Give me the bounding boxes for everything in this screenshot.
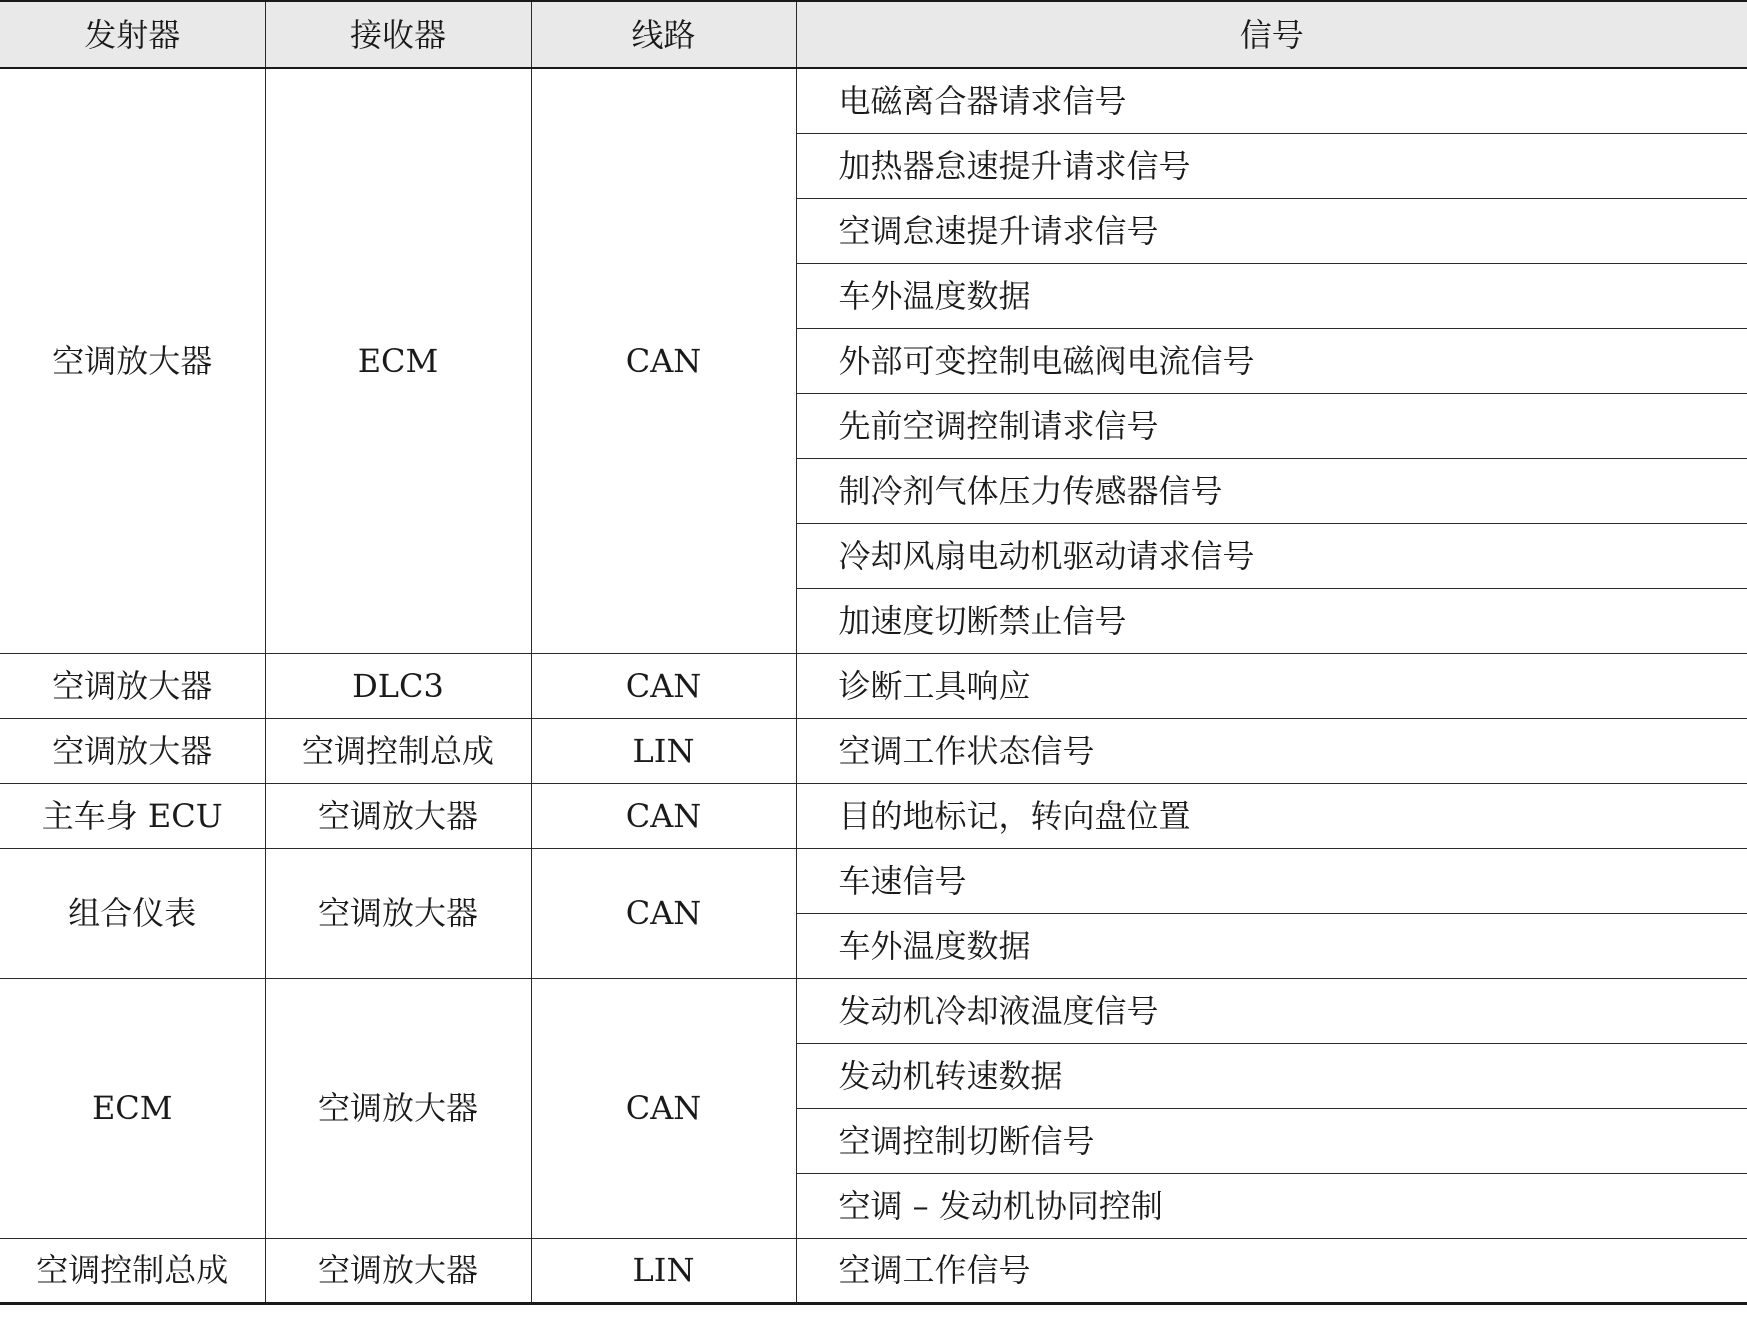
- transmitter-cell: ECM: [0, 978, 265, 1238]
- table-body: [0, 68, 1747, 1303]
- receiver-cell: ECM: [265, 68, 531, 653]
- receiver-cell: 空调放大器: [265, 848, 531, 978]
- table-header: [0, 1, 1747, 68]
- transmitter-cell: 空调放大器: [0, 68, 265, 653]
- signal-cell: 制冷剂气体压力传感器信号: [796, 458, 1747, 523]
- header-row: [0, 1, 1747, 68]
- signal-cell: 目的地标记，转向盘位置: [796, 783, 1747, 848]
- signal-cell: 发动机转速数据: [796, 1043, 1747, 1108]
- table-row: [0, 718, 1747, 783]
- transmitter-cell: 空调控制总成: [0, 1238, 265, 1303]
- transmitter-cell: 空调放大器: [0, 718, 265, 783]
- line-cell: LIN: [531, 1238, 796, 1303]
- line-cell: CAN: [531, 68, 796, 653]
- signal-cell: 空调控制切断信号: [796, 1108, 1747, 1173]
- line-cell: CAN: [531, 783, 796, 848]
- signal-cell: 先前空调控制请求信号: [796, 393, 1747, 458]
- receiver-cell: 空调放大器: [265, 978, 531, 1238]
- line-cell: CAN: [531, 978, 796, 1238]
- table-row: [0, 653, 1747, 718]
- header-signal: 信号: [796, 1, 1747, 68]
- signal-cell: 加速度切断禁止信号: [796, 588, 1747, 653]
- signal-cell: 加热器怠速提升请求信号: [796, 133, 1747, 198]
- header-transmitter: 发射器: [0, 1, 265, 68]
- receiver-cell: DLC3: [265, 653, 531, 718]
- table-row: [0, 978, 1747, 1043]
- table-row: [0, 68, 1747, 133]
- transmitter-cell: 空调放大器: [0, 653, 265, 718]
- table-row: [0, 848, 1747, 913]
- signal-cell: 诊断工具响应: [796, 653, 1747, 718]
- table-row: [0, 783, 1747, 848]
- receiver-cell: 空调控制总成: [265, 718, 531, 783]
- header-receiver: 接收器: [265, 1, 531, 68]
- line-cell: CAN: [531, 653, 796, 718]
- signal-cell: 电磁离合器请求信号: [796, 68, 1747, 133]
- signal-cell: 空调怠速提升请求信号: [796, 198, 1747, 263]
- signal-cell: 冷却风扇电动机驱动请求信号: [796, 523, 1747, 588]
- signal-cell: 空调 – 发动机协同控制: [796, 1173, 1747, 1238]
- signal-cell: 车外温度数据: [796, 913, 1747, 978]
- signal-cell: 空调工作信号: [796, 1238, 1747, 1303]
- signal-cell: 外部可变控制电磁阀电流信号: [796, 328, 1747, 393]
- transmitter-cell: 组合仪表: [0, 848, 265, 978]
- line-cell: CAN: [531, 848, 796, 978]
- receiver-cell: 空调放大器: [265, 783, 531, 848]
- signal-cell: 车速信号: [796, 848, 1747, 913]
- header-line: 线路: [531, 1, 796, 68]
- transmitter-cell: 主车身 ECU: [0, 783, 265, 848]
- signal-cell: 发动机冷却液温度信号: [796, 978, 1747, 1043]
- table-row: [0, 1238, 1747, 1303]
- signal-cell: 空调工作状态信号: [796, 718, 1747, 783]
- receiver-cell: 空调放大器: [265, 1238, 531, 1303]
- signal-cell: 车外温度数据: [796, 263, 1747, 328]
- line-cell: LIN: [531, 718, 796, 783]
